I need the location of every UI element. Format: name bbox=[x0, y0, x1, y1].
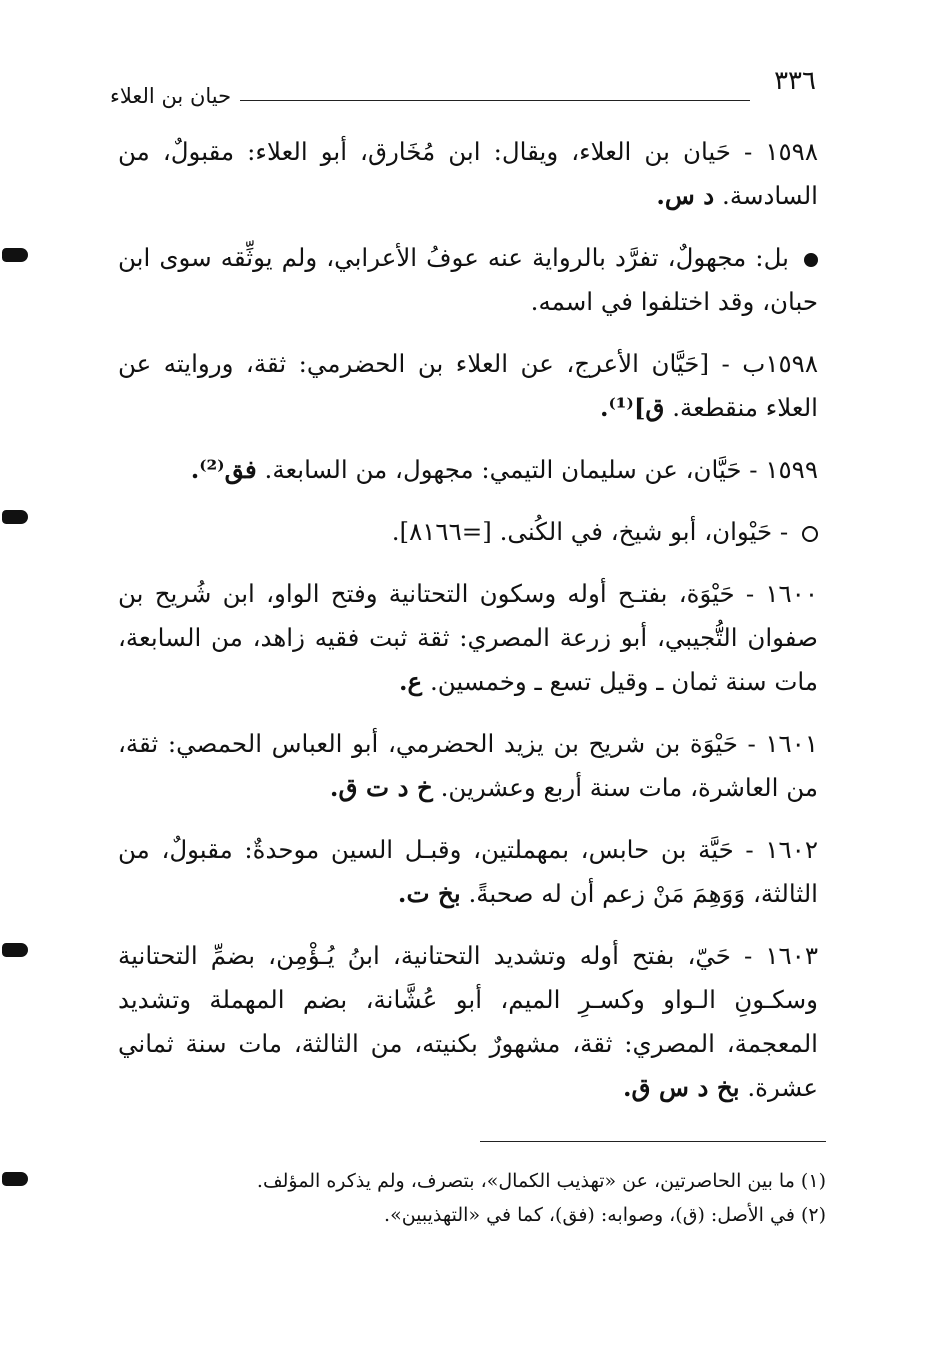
running-title: حيان بن العلاء bbox=[110, 84, 232, 108]
scan-mark bbox=[2, 1172, 28, 1186]
entry-code: بخ ت. bbox=[397, 879, 461, 908]
entry-code: د س. bbox=[656, 181, 715, 210]
entry-text: بل: مجهولٌ، تفرَّد بالرواية عنه عوفُ الأعرابي، ولم يوثِّقه سوى ابن حبان، وقد اختلفوا في اسمه. bbox=[118, 243, 818, 316]
entry-code: ع. bbox=[398, 667, 423, 696]
footnote-2: (٢) في الأصل: (ق)، وصوابه: (فق)، كما في «التهذيبين». bbox=[384, 1204, 826, 1226]
header-rule bbox=[240, 100, 750, 101]
entries-body bbox=[118, 130, 818, 1128]
entry-note-bal bbox=[118, 236, 818, 324]
scan-mark bbox=[2, 943, 28, 957]
entry-text: ١٦٠١ - حَيْوَة بن شريح بن يزيد الحضرمي، أبو العباس الحمصي: ثقة، من العاشرة، مات سنة أربع وعشرين. bbox=[118, 729, 818, 802]
entry-text: - حَيْوان، أبو شيخ، في الكُنى. [=٨١٦٦]. bbox=[391, 517, 789, 546]
entry-1602 bbox=[118, 828, 818, 916]
entry-text: ١٦٠٢ - حَيَّة بن حابس، بمهملتين، وقبـل السين موحدةٌ: مقبولٌ، من الثالثة، وَوَهِمَ مَنْ زعم أن له صحبةً. bbox=[118, 835, 818, 908]
scan-mark bbox=[2, 248, 28, 262]
footnotes bbox=[230, 1164, 826, 1232]
entry-text: ١٦٠٠ - حَيْوَة، بفتـح أوله وسكون التحتانية وفتح الواو، ابن شُريح بن صفوان التُّجيبي، أبو زرعة المصري: ثقة ثبت فقيه زاهد، من السابعة، مات سنة ثمان ـ وقيل تسع ـ وخمسين. bbox=[118, 579, 818, 696]
entry-text: ١٥٩٩ - حَيَّان، عن سليمان التيمي: مجهول، من السابعة. bbox=[264, 455, 818, 484]
entry-code: خ د ت ق. bbox=[329, 773, 433, 802]
entry-code: بخ د س ق. bbox=[622, 1073, 740, 1102]
footnote-1: (١) ما بين الحاصرتين، عن «تهذيب الكمال»، بتصرف، ولم يذكره المؤلف. bbox=[256, 1170, 826, 1192]
entry-1599 bbox=[118, 448, 818, 492]
entry-code: فق⁽²⁾. bbox=[190, 455, 257, 484]
scan-mark bbox=[2, 510, 28, 524]
entry-1603 bbox=[118, 934, 818, 1110]
entry-text: ١٥٩٨ب - [حَيَّان الأعرج، عن العلاء بن الحضرمي: ثقة، وروايته عن العلاء منقطعة. bbox=[118, 349, 818, 422]
page-number: ٣٣٦ bbox=[774, 66, 816, 96]
footnote-rule bbox=[480, 1141, 826, 1142]
entry-code: ق]⁽¹⁾. bbox=[599, 393, 665, 422]
page-header bbox=[110, 66, 816, 114]
entry-1598 bbox=[118, 130, 818, 218]
entry-1598b bbox=[118, 342, 818, 430]
entry-1600 bbox=[118, 572, 818, 704]
entry-1601 bbox=[118, 722, 818, 810]
entry-text: ١٥٩٨ - حَيان بن العلاء، ويقال: ابن مُخَارق، أبو العلاء: مقبولٌ، من السادسة. bbox=[118, 137, 818, 210]
entry-haywan bbox=[118, 510, 818, 554]
entry-text: ١٦٠٣ - حَيّ، بفتح أوله وتشديد التحتانية، ابنُ يُـؤْمِن، بضمِّ التحتانية وسكـونِ الـواو وكسـرِ الميم، أبو عُشَّانة، بضم المهملة وتشديد المعجمة، المصري: ثقة، مشهورٌ بكنيته، من الثالثة، مات سنة ثماني عشرة. bbox=[118, 941, 818, 1102]
